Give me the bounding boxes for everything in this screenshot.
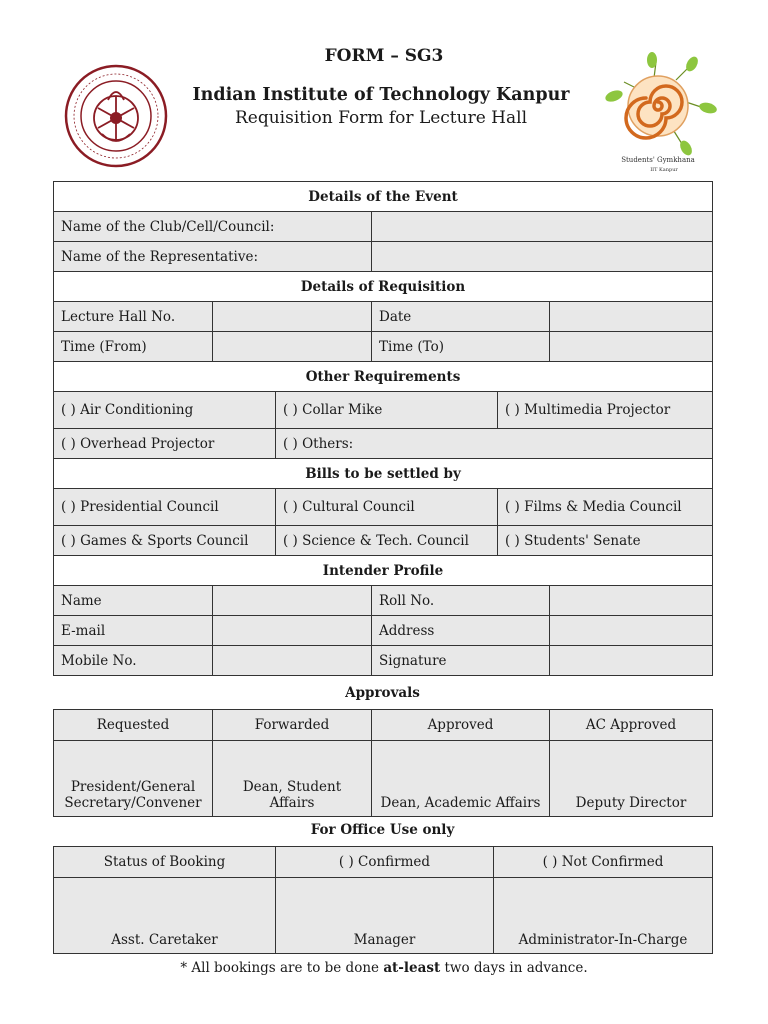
bill-films-media-council[interactable]: ( ) Films & Media Council [498, 489, 713, 526]
bill-cultural-council[interactable]: ( ) Cultural Council [276, 489, 498, 526]
time-to-label: Time (To) [372, 332, 550, 362]
approval-signer-dean-student[interactable]: Dean, Student Affairs [213, 741, 372, 817]
footnote [0, 960, 768, 976]
section-title-bills: Bills to be settled by [54, 459, 713, 489]
institute-name: Indian Institute of Technology Kanpur [192, 85, 570, 105]
address-label: Address [372, 616, 550, 646]
date-label: Date [372, 302, 550, 332]
approval-header-ac-approved: AC Approved [550, 710, 713, 741]
club-label: Name of the Club/Cell/Council: [54, 212, 372, 242]
time-from-field[interactable] [213, 332, 372, 362]
footnote-prefix: * All bookings are to be done [180, 960, 384, 976]
requirement-multimedia-projector[interactable]: ( ) Multimedia Projector [498, 392, 713, 429]
roll-field[interactable] [550, 586, 713, 616]
approval-signer-dean-academic[interactable]: Dean, Academic Affairs [372, 741, 550, 817]
date-field[interactable] [550, 302, 713, 332]
section-title-requirements: Other Requirements [54, 362, 713, 392]
office-signer-caretaker[interactable]: Asst. Caretaker [54, 878, 276, 954]
office-signer-manager[interactable]: Manager [276, 878, 494, 954]
bill-students-senate[interactable]: ( ) Students' Senate [498, 526, 713, 556]
office-signer-administrator[interactable]: Administrator-In-Charge [494, 878, 713, 954]
section-title-office: For Office Use only [310, 822, 455, 838]
requirement-others[interactable]: ( ) Others: [276, 429, 713, 459]
mobile-label: Mobile No. [54, 646, 213, 676]
signature-label: Signature [372, 646, 550, 676]
approvals-table [53, 709, 713, 817]
section-title-event: Details of the Event [54, 182, 713, 212]
form-subtitle: Requisition Form for Lecture Hall [234, 108, 528, 128]
email-label: E-mail [54, 616, 213, 646]
requirement-overhead-projector[interactable]: ( ) Overhead Projector [54, 429, 276, 459]
section-title-requisition: Details of Requisition [54, 272, 713, 302]
approval-signer-deputy-director[interactable]: Deputy Director [550, 741, 713, 817]
representative-field[interactable] [372, 242, 713, 272]
requisition-form-table [53, 181, 713, 676]
time-from-label: Time (From) [54, 332, 213, 362]
gymkhana-logo-icon [596, 52, 720, 174]
email-field[interactable] [213, 616, 372, 646]
office-use-table [53, 846, 713, 954]
roll-label: Roll No. [372, 586, 550, 616]
bill-presidential-council[interactable]: ( ) Presidential Council [54, 489, 276, 526]
bill-games-sports-council[interactable]: ( ) Games & Sports Council [54, 526, 276, 556]
requirement-air-conditioning[interactable]: ( ) Air Conditioning [54, 392, 276, 429]
gymkhana-logo-subtext: IIT Kanpur [650, 167, 678, 173]
address-field[interactable] [550, 616, 713, 646]
approval-header-forwarded: Forwarded [213, 710, 372, 741]
form-code: FORM – SG3 [324, 46, 444, 66]
footnote-emphasis: at-least [383, 960, 441, 976]
mobile-field[interactable] [213, 646, 372, 676]
requirement-collar-mike[interactable]: ( ) Collar Mike [276, 392, 498, 429]
gymkhana-logo-text: Students' Gymkhana [621, 156, 695, 164]
office-header-status: Status of Booking [54, 847, 276, 878]
section-title-approvals: Approvals [345, 685, 420, 701]
name-field[interactable] [213, 586, 372, 616]
approval-signer-president[interactable]: President/General Secretary/Convener [54, 741, 213, 817]
hall-label: Lecture Hall No. [54, 302, 213, 332]
office-option-not-confirmed[interactable]: ( ) Not Confirmed [494, 847, 713, 878]
approval-header-requested: Requested [54, 710, 213, 741]
time-to-field[interactable] [550, 332, 713, 362]
hall-field[interactable] [213, 302, 372, 332]
section-title-intender: Intender Profile [54, 556, 713, 586]
name-label: Name [54, 586, 213, 616]
office-option-confirmed[interactable]: ( ) Confirmed [276, 847, 494, 878]
club-field[interactable] [372, 212, 713, 242]
footnote-suffix: two days in advance. [440, 960, 588, 976]
representative-label: Name of the Representative: [54, 242, 372, 272]
signature-field[interactable] [550, 646, 713, 676]
form-header [0, 0, 768, 180]
bill-science-tech-council[interactable]: ( ) Science & Tech. Council [276, 526, 498, 556]
approval-header-approved: Approved [372, 710, 550, 741]
